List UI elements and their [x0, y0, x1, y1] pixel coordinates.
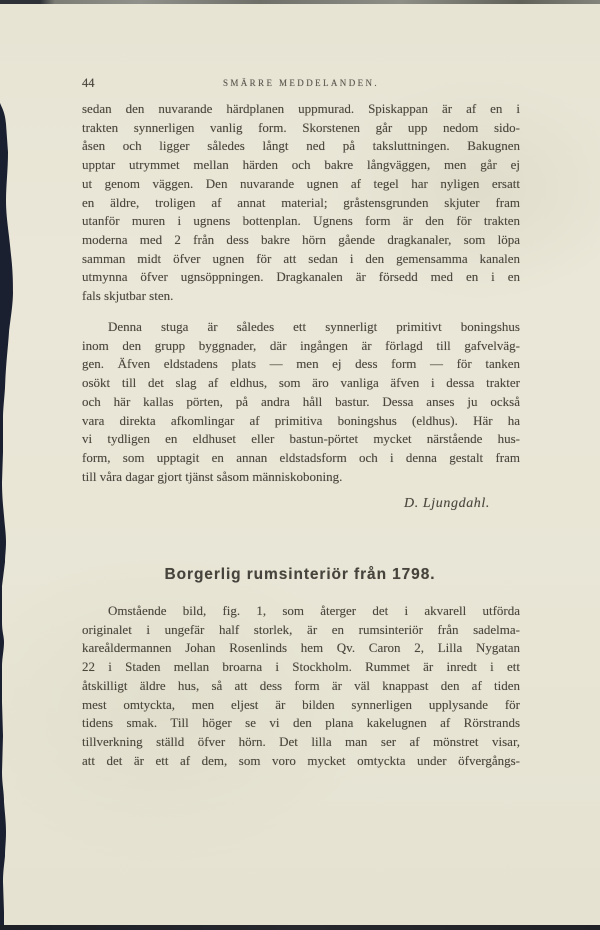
scan-bottom-edge: [0, 925, 600, 930]
text-line: trakten synnerligen vanlig form. Skorstenen går upp nedom sido-: [82, 119, 520, 135]
running-head: SMÄRRE MEDDELANDEN.: [222, 78, 380, 88]
paragraph: [82, 602, 520, 770]
text-line: åtskilligt äldre hus, så att dess form är väl knappast den af tiden: [82, 677, 520, 693]
torn-page-edge: [0, 0, 16, 930]
text-line: mest omtyckta, men eljest är bilden synnerligen upplysande för: [82, 696, 520, 712]
author-signature: D. Ljungdahl.: [404, 496, 490, 511]
text-line: moderna med 2 från dess bakre hörn gående dragkanaler, som löpa: [82, 231, 520, 247]
text-line: fals skjutbar sten.: [82, 288, 174, 304]
text-line: gen. Äfven eldstadens plats — men ej dess form — för tanken: [82, 356, 520, 372]
paragraph: [82, 318, 520, 486]
text-line: originalet i ungefär half storlek, är en rumsinteriör från sadelma-: [82, 621, 520, 637]
text-line: att det är ett af dem, som voro mycket omtyckta under öfvergångs-: [82, 752, 520, 768]
running-header: [82, 76, 520, 92]
text-line: form, som upptagit en annan eldstadsform och i denna gestalt fram: [82, 449, 520, 465]
article-title: Borgerlig rumsinteriör från 1798.: [164, 566, 436, 583]
text-line: vi tydligen en eldhuset eller bastun-pörtet mycket närstående hus-: [82, 431, 520, 447]
text-line: upptar utrymmet mellan härden och bakre långväggen, men går ej: [82, 157, 520, 173]
text-line: inom den grupp byggnader, där ingången är förlagd till gafvelväg-: [82, 337, 520, 353]
text-line: Omstående bild, fig. 1, som återger det i akvarell utförda: [108, 603, 520, 618]
text-line: åsen och ligger således långt ned på taksluttningen. Bakugnen: [82, 138, 520, 154]
text-line: osökt till det slag af eldhus, som äro vanliga äfven i dessa trakter: [82, 375, 520, 391]
text-line: tidens smak. Till höger se vi den plana kakelugnen af Rörstrands: [82, 715, 520, 731]
text-line: tillverkning ställd öfver hörn. Det lilla man ser af mönstret visar,: [82, 733, 520, 749]
text-line: ut genom väggen. Den nuvarande ugnen af tegel har nyligen ersatt: [82, 175, 520, 191]
text-line: till våra dagar gjort tjänst såsom människoboning.: [82, 468, 343, 484]
text-line: kareåldermannen Johan Rosenlinds hem Qv. Caron 2, Lilla Nygatan: [82, 640, 520, 656]
text-line: utmynna öfver ugnsöppningen. Dragkanalen är försedd med en i en: [82, 269, 520, 285]
text-line: Denna stuga är således ett synnerligt primitivt boningshus: [108, 319, 520, 334]
scan-top-edge: [0, 0, 600, 4]
text-line: 22 i Staden mellan broarna i Stockholm. Rummet är inredt i ett: [82, 659, 520, 675]
text-line: en äldre, troligen af annat material; gråstensgrunden skjuter fram: [82, 194, 520, 210]
paragraph-continuation: [82, 100, 520, 306]
text-line: vara direkta afkomlingar af primitiva boningshus (eldhus). Här ha: [82, 412, 520, 428]
text-line: samman midt öfver ugnen för att sedan i den gemensamma kanalen: [82, 250, 520, 266]
page-number: 44: [82, 76, 95, 90]
text-line: utanför muren i ugnens bottenplan. Ugnens form är den för trakten: [82, 213, 520, 229]
text-line: sedan den nuvarande härdplanen uppmurad. Spiskappan är af en i: [82, 101, 520, 116]
text-line: och här kallas pörten, på andra håll bastur. Dessa anses ju också: [82, 393, 520, 409]
